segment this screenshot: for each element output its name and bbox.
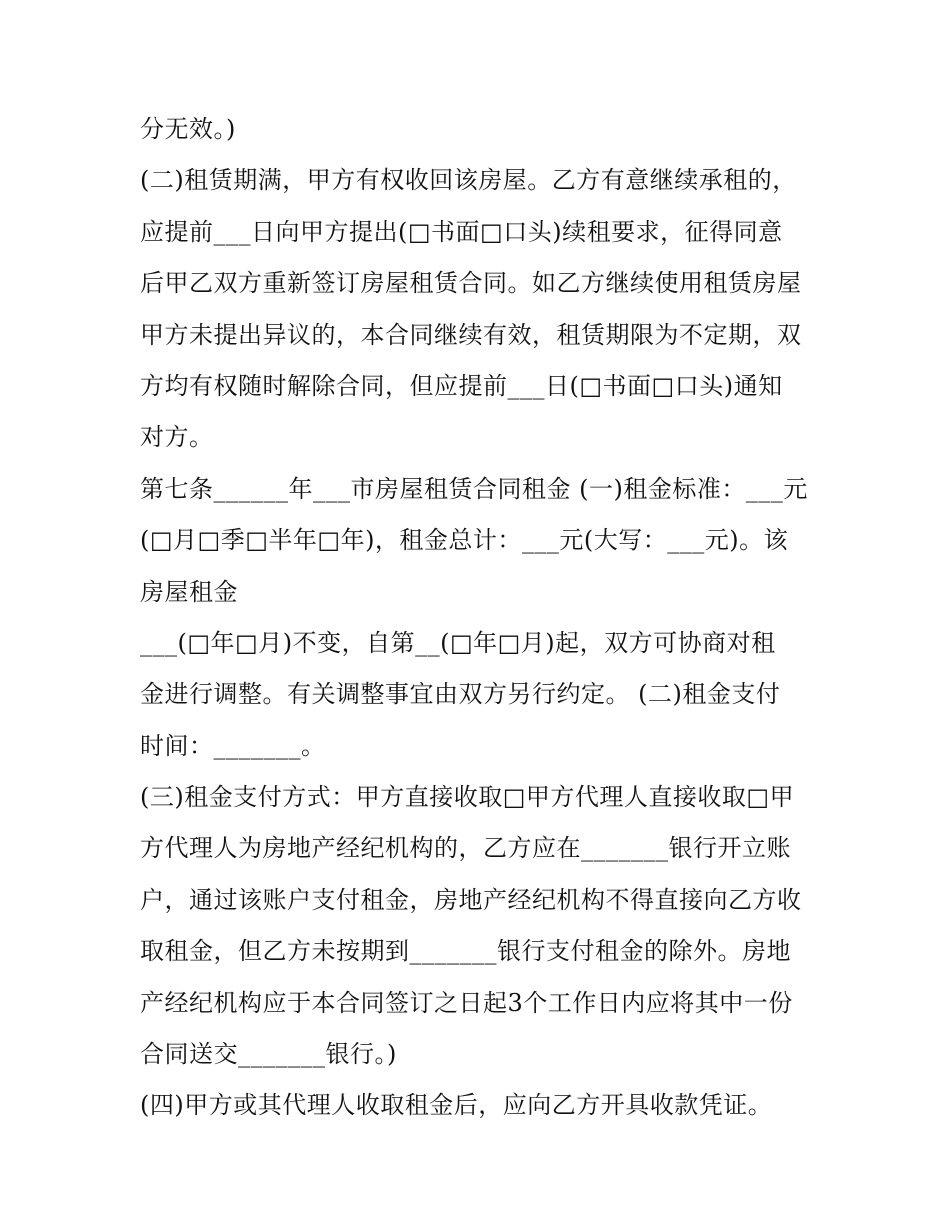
- text-line: (四)甲方或其代理人收取租金后，应向乙方开具收款凭证。: [140, 1091, 773, 1120]
- text-line: 应提前___日向甲方提出(□书面□口头)续租要求，征得同意: [140, 217, 783, 246]
- text-line: 方代理人为房地产经纪机构的，乙方应在_______银行开立账: [140, 834, 791, 863]
- text-line: (□月□季□半年□年)，租金总计：___元(大写：___元)。该: [140, 526, 789, 555]
- text-line: 合同送交_______银行。): [140, 1040, 397, 1069]
- text-line: 房屋租金: [140, 577, 238, 606]
- text-line: 取租金，但乙方未按期到_______银行支付租金的除外。房地: [140, 937, 791, 966]
- text-line: (二)租赁期满，甲方有权收回该房屋。乙方有意继续承租的，: [140, 166, 797, 195]
- text-line: 甲方未提出异议的，本合同继续有效，租赁期限为不定期，双: [140, 320, 802, 349]
- text-line: 方均有权随时解除合同，但应提前___日(□书面□口头)通知: [140, 371, 783, 400]
- text-line: 时间：_______。: [140, 731, 326, 760]
- text-line: 第七条______年___市房屋租赁合同租金 (一)租金标准：___元: [140, 474, 808, 503]
- text-line: 户，通过该账户支付租金，房地产经纪机构不得直接向乙方收: [140, 885, 802, 914]
- text-line: 后甲乙双方重新签订房屋租赁合同。如乙方继续使用租赁房屋: [140, 269, 802, 298]
- text-line: 金进行调整。有关调整事宜由双方另行约定。 (二)租金支付: [140, 680, 781, 709]
- contract-body-text: [140, 104, 820, 1132]
- text-line: 对方。: [140, 423, 214, 452]
- text-line: ___(□年□月)不变，自第__(□年□月)起，双方可协商对租: [140, 628, 776, 657]
- text-line: 分无效。): [140, 115, 236, 143]
- text-line: (三)租金支付方式：甲方直接收取□甲方代理人直接收取□甲: [140, 783, 795, 812]
- text-line: 产经纪机构应于本合同签订之日起3个工作日内应将其中一份: [140, 988, 793, 1017]
